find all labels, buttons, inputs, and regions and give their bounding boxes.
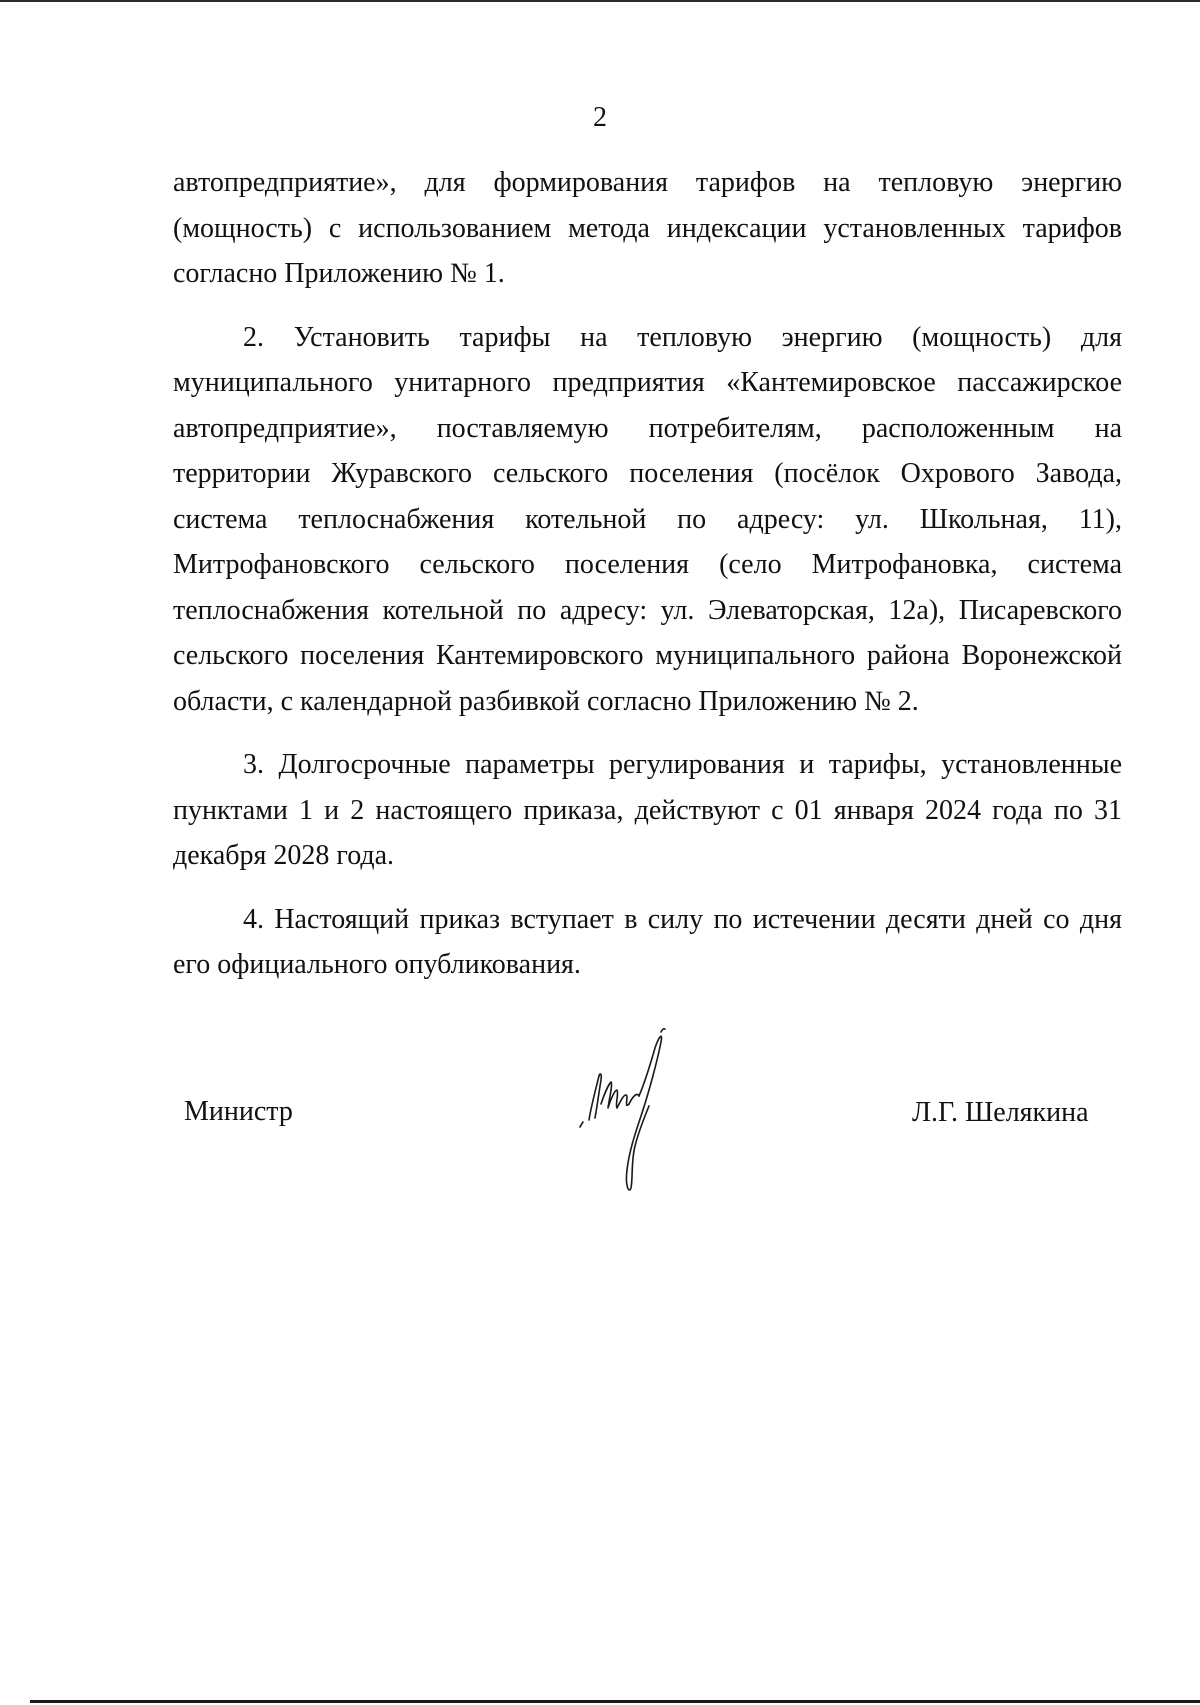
scan-edge-bottom <box>30 1700 1200 1703</box>
paragraph-continuation: автопредприятие», для формирования тарифов на тепловую энергию (мощность) с использованием метода индексации установленных тарифов согласно Приложению № 1. <box>173 167 1122 289</box>
signatory-title: Министр <box>184 1096 293 1127</box>
paragraph-item-3: 3. Долгосрочные параметры регулирования и тарифы, установленные пунктами 1 и 2 настоящего приказа, действуют с 01 января 2024 года по 31 декабря 2028 года. <box>173 749 1122 871</box>
paragraph-item-4: 4. Настоящий приказ вступает в силу по истечении десяти дней со дня его официального опубликования. <box>173 903 1122 980</box>
signatory-name: Л.Г. Шелякина <box>912 1097 1089 1128</box>
scan-edge-top <box>0 0 1200 2</box>
handwritten-signature <box>575 1012 715 1202</box>
paragraph-item-2: 2. Установить тарифы на тепловую энергию (мощность) для муниципального унитарного предприятия «Кантемировское пассажирское автопредприятие», поставляемую потребителям, расположенным на территории Журавского сельского поселения (посёлок Охрового Завода, система теплоснабжения котельной по адресу: ул. Школьная, 11), Митрофановского сельского поселения (село Митрофановка, система теплоснабжения котельной по адресу: ул. Элеваторская, 12а), Писаревского сельского поселения Кантемировского муниципального района Воронежской области, с календарной разбивкой согласно Приложению № 2. <box>173 321 1122 717</box>
page-number: 2 <box>593 102 607 133</box>
document-body <box>173 160 1122 1006</box>
